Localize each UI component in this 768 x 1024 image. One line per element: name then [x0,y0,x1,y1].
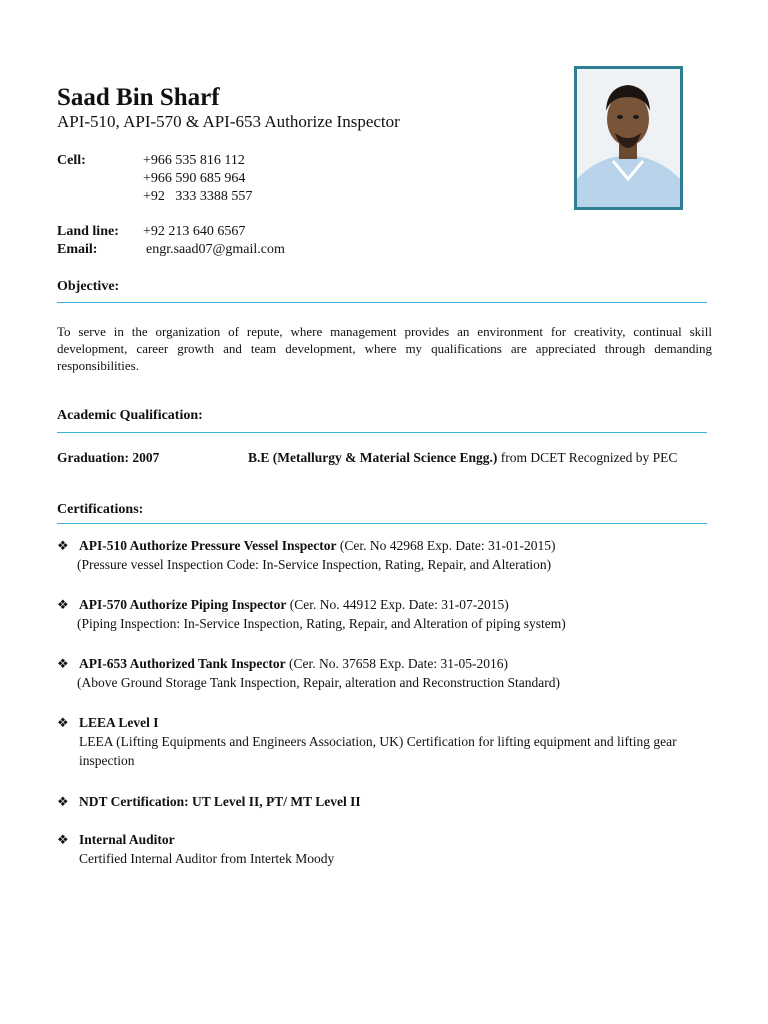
objective-divider [57,302,707,303]
diamond-bullet-icon: ❖ [57,715,69,730]
cert-name: API-510 Authorize Pressure Vessel Inspector [79,538,337,553]
certifications-divider [57,523,707,524]
cert-name: API-653 Authorized Tank Inspector [79,656,286,671]
academic-heading: Academic Qualification: [57,408,203,423]
candidate-title: API-510, API-570 & API-653 Authorize Inspector [57,112,400,131]
graduation-year: Graduation: 2007 [57,450,160,465]
cell-number-1: +966 535 816 112 [143,153,245,168]
academic-divider [57,432,707,433]
degree-line [248,450,677,466]
diamond-bullet-icon: ❖ [57,656,69,671]
cell-number-2: +966 590 685 964 [143,171,246,186]
profile-photo [574,66,683,210]
cert-name: LEEA Level I [79,715,159,730]
cert-detail: (Cer. No. 44912 Exp. Date: 31-07-2015) [286,597,509,612]
cert-item-api653 [57,654,717,692]
objective-text: To serve in the organization of repute, where management provides an environment for creativity, continual skill development, career growth and team development, where my qualifications are appreciated through demanding responsibilities. [57,324,712,373]
landline-label: Land line: [57,224,119,239]
cell-number-3: +92 333 3388 557 [143,189,253,204]
cert-name: Internal Auditor [79,832,175,847]
diamond-bullet-icon: ❖ [57,794,69,809]
cert-item-api570 [57,595,717,633]
email-address: engr.saad07@gmail.com [146,242,285,257]
cert-item-api510 [57,536,717,574]
cert-item-internal-auditor [57,830,717,868]
cell-label: Cell: [57,153,86,168]
certifications-heading: Certifications: [57,502,144,517]
cert-item-leea [57,713,717,770]
diamond-bullet-icon: ❖ [57,832,69,847]
cert-name: NDT Certification: UT Level II, PT/ MT Level II [79,794,361,809]
landline-number: +92 213 640 6567 [143,224,246,239]
cert-item-ndt [57,792,717,811]
cert-description: (Piping Inspection: In-Service Inspection, Rating, Repair, and Alteration of piping system) [77,616,566,631]
candidate-name: Saad Bin Sharf [57,84,220,111]
cert-description: (Above Ground Storage Tank Inspection, Repair, alteration and Reconstruction Standard) [77,675,561,690]
profile-photo-portrait [577,69,680,207]
cert-description: (Pressure vessel Inspection Code: In-Service Inspection, Rating, Repair, and Alteration) [77,557,552,572]
degree-name: B.E (Metallurgy & Material Science Engg.) [248,450,498,465]
diamond-bullet-icon: ❖ [57,538,69,553]
cert-detail: (Cer. No. 37658 Exp. Date: 31-05-2016) [285,656,508,671]
degree-institution: from DCET Recognized by PEC [497,450,678,465]
cert-detail: (Cer. No 42968 Exp. Date: 31-01-2015) [336,538,556,553]
email-label: Email: [57,242,98,257]
diamond-bullet-icon: ❖ [57,597,69,612]
cert-description: Certified Internal Auditor from Intertek Moody [79,851,335,866]
cert-description: LEEA (Lifting Equipments and Engineers Association, UK) Certification for lifting equipment and lifting gear inspection [79,734,677,768]
cert-name: API-570 Authorize Piping Inspector [79,597,287,612]
objective-heading: Objective: [57,279,120,294]
